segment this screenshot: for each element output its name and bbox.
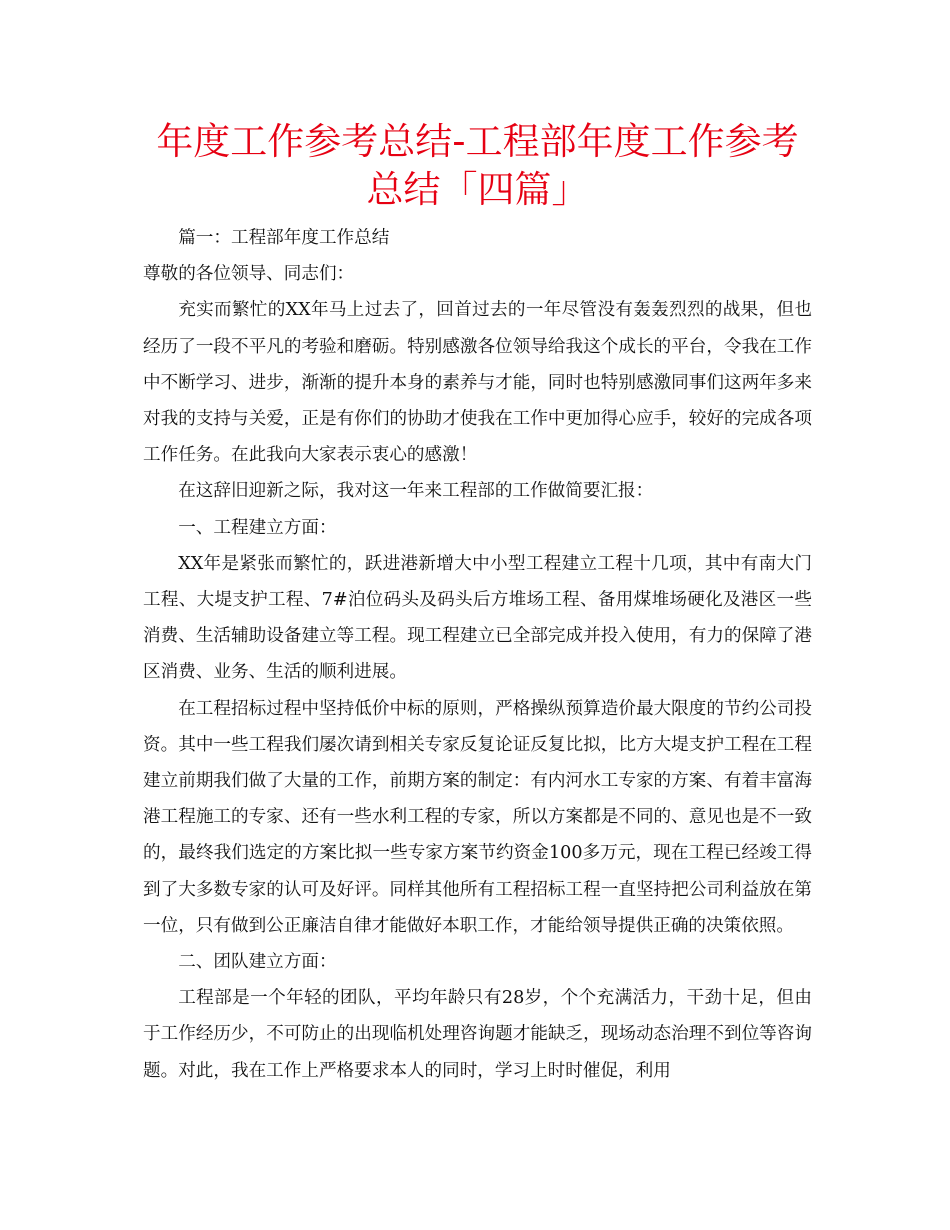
document-title: 年度工作参考总结-工程部年度工作参考总结「四篇」 xyxy=(156,120,799,211)
paragraph: 一、工程建立方面： xyxy=(178,517,337,538)
paragraph: 篇一：工程部年度工作总结 xyxy=(178,228,390,248)
paragraph: 工程部是一个年轻的团队，平均年龄只有28岁，个个充满活力，干劲十足，但由于工作经历少，不可防止的出现临机处理咨询题才能缺乏，现场动态治理不到位等咨询题。对此，我在工作上严格要求本人的同时，学习上时时催促，利用 xyxy=(143,988,812,1081)
paragraph: 二、团队建立方面： xyxy=(178,952,337,973)
paragraph: 充实而繁忙的XX年马上过去了，回首过去的一年尽管没有轰轰烈烈的战果，但也经历了一段不平凡的考验和磨砺。特别感激各位领导给我这个成长的平台，令我在工作中不断学习、进步，渐渐的提升本身的素养与才能，同时也特别感激同事们这两年多来对我的支持与关爱，正是有你们的协助才使我在工作中更加得心应手，较好的完成各项工作任务。在此我向大家表示衷心的感激！ xyxy=(143,300,812,466)
paragraph: 在这辞旧迎新之际，我对这一年来工程部的工作做简要汇报： xyxy=(178,481,654,502)
paragraph: XX年是紧张而繁忙的，跃进港新增大中小型工程建立工程十几项，其中有南大门工程、大堤支护工程、7#泊位码头及码头后方堆场工程、备用煤堆场硬化及港区一些消费、生活辅助设备建立等工程。现工程建立已全部完成并投入使用，有力的保障了港区消费、业务、生活的顺利进展。 xyxy=(143,553,812,683)
paragraph: 在工程招标过程中坚持低价中标的原则，严格操纵预算造价最大限度的节约公司投资。其中一些工程我们屡次请到相关专家反复论证反复比拟，比方大堤支护工程在工程建立前期我们做了大量的工作，前期方案的制定：有内河水工专家的方案、有着丰富海港工程施工的专家、还有一些水利工程的专家，所以方案都是不同的、意见也是不一致的，最终我们选定的方案比拟一些专家方案节约资金100多万元，现在工程已经竣工得到了大多数专家的认可及好评。同样其他所有工程招标工程一直坚持把公司利益放在第一位，只有做到公正廉洁自律才能做好本职工作，才能给领导提供正确的决策依照。 xyxy=(143,698,812,936)
document-body xyxy=(143,220,812,1089)
paragraph: 尊敬的各位领导、同志们： xyxy=(143,264,355,285)
